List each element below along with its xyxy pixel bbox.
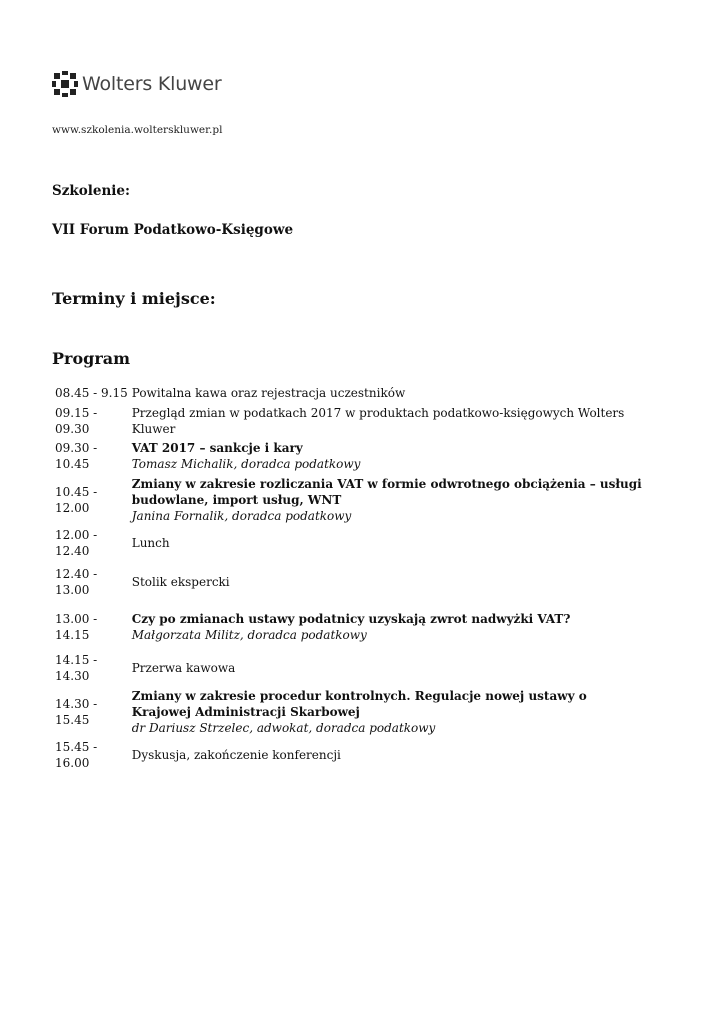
wolters-kluwer-logo xyxy=(52,71,222,97)
program-table xyxy=(52,381,652,774)
terms-heading: Terminy i miejsce: xyxy=(52,289,216,308)
session-title: Dyskusja, zakończenie konferencji xyxy=(131,748,341,762)
session-title: VAT 2017 – sankcje i kary xyxy=(131,441,303,455)
program-time: 09.15 - 09.30 xyxy=(55,406,98,436)
program-description xyxy=(132,605,649,649)
session-speaker: Małgorzata Militz, doradca podatkowy xyxy=(131,628,367,642)
program-table-body xyxy=(55,384,649,771)
program-row xyxy=(55,605,649,649)
program-description xyxy=(132,652,649,684)
program-row xyxy=(55,652,649,684)
program-time: 14.15 - 14.30 xyxy=(55,653,98,683)
program-description xyxy=(132,527,649,559)
session-title: Przegląd zmian w podatkach 2017 w produktach podatkowo-księgowych Wolters Kluwer xyxy=(131,406,625,436)
program-time: 12.40 - 13.00 xyxy=(55,567,98,597)
training-title: VII Forum Podatkowo-Księgowe xyxy=(52,222,294,238)
program-time: 10.45 - 12.00 xyxy=(55,484,98,515)
program-time: 12.00 - 12.40 xyxy=(55,528,98,558)
session-speaker: Janina Fornalik, doradca podatkowy xyxy=(131,508,352,523)
program-row xyxy=(55,527,649,559)
program-time: 09.30 - 10.45 xyxy=(55,441,98,471)
brand-name: Wolters Kluwer xyxy=(82,73,222,95)
program-description xyxy=(132,475,649,524)
program-time: 13.00 - 14.15 xyxy=(55,612,98,642)
program-description xyxy=(132,739,649,771)
session-title: Zmiany w zakresie procedur kontrolnych. Regulacje nowej ustawy o Krajowej Administracji Skarbowej xyxy=(131,688,587,719)
program-row xyxy=(55,440,649,472)
session-title: Powitalna kawa oraz rejestracja uczestników xyxy=(131,386,406,400)
program-row xyxy=(55,687,649,736)
program-row xyxy=(55,475,649,524)
program-description xyxy=(132,384,649,402)
website-url: www.szkolenia.wolterskluwer.pl xyxy=(52,124,223,136)
program-time: 14.30 - 15.45 xyxy=(55,696,98,727)
session-title: Lunch xyxy=(131,536,170,550)
program-row xyxy=(55,384,649,402)
session-speaker: dr Dariusz Strzelec, adwokat, doradca podatkowy xyxy=(131,720,436,735)
program-row xyxy=(55,405,649,437)
session-speaker: Tomasz Michalik, doradca podatkowy xyxy=(131,457,361,471)
training-label: Szkolenie: xyxy=(52,183,131,199)
program-description xyxy=(132,440,649,472)
session-title: Stolik ekspercki xyxy=(131,575,230,589)
session-title: Czy po zmianach ustawy podatnicy uzyskają zwrot nadwyżki VAT? xyxy=(131,612,571,626)
session-title: Zmiany w zakresie rozliczania VAT w formie odwrotnego obciążenia – usługi budowlane, import usług, WNT xyxy=(131,476,642,507)
session-title: Przerwa kawowa xyxy=(131,661,236,675)
program-row xyxy=(55,562,649,602)
program-description xyxy=(132,687,649,736)
program-time: 08.45 - 9.15 xyxy=(55,386,128,400)
program-description xyxy=(132,405,649,437)
program-description xyxy=(132,562,649,602)
program-time: 15.45 - 16.00 xyxy=(55,740,98,770)
wolters-kluwer-mark-icon xyxy=(52,71,78,97)
program-heading: Program xyxy=(52,349,131,368)
program-row xyxy=(55,739,649,771)
